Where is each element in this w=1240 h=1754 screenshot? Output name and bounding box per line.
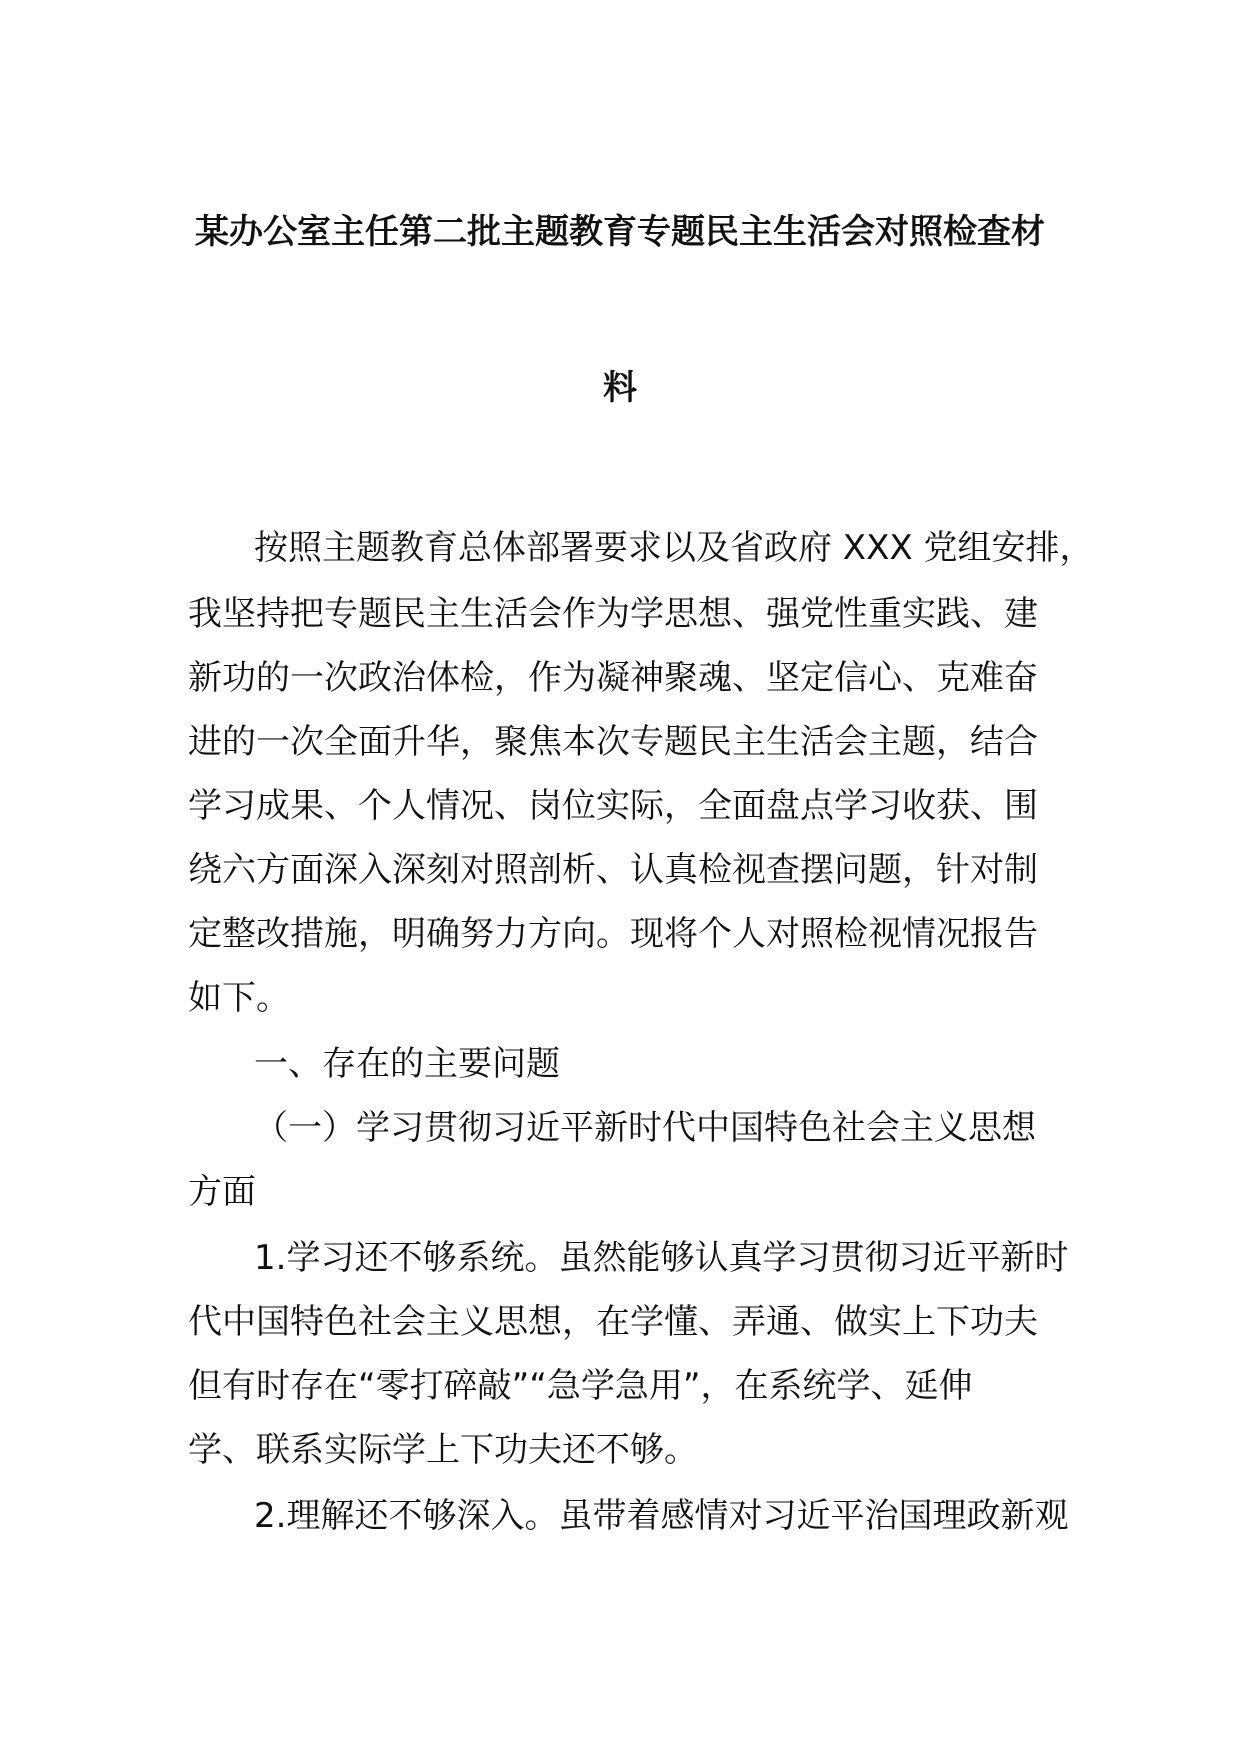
document-title-line-1: 某办公室主任第二批主题教育专题民主生活会对照检查材 <box>195 212 1045 252</box>
section-heading: 一、存在的主要问题 <box>254 1044 560 1084</box>
body-text-line: 如下。 <box>188 978 290 1018</box>
subsection-heading: （一）学习贯彻习近平新时代中国特色社会主义思想 <box>254 1108 1036 1148</box>
body-text-line: 代中国特色社会主义思想，在学懂、弄通、做实上下功夫 <box>188 1302 1038 1342</box>
body-text-line: 我坚持把专题民主生活会作为学思想、强党性重实践、建 <box>188 594 1038 634</box>
body-text-line: 定整改措施，明确努力方向。现将个人对照检视情况报告 <box>188 914 1038 954</box>
body-text-line: 新功的一次政治体检，作为凝神聚魂、坚定信心、克难奋 <box>188 658 1038 698</box>
body-text-line: 学、联系实际学上下功夫还不够。 <box>188 1430 698 1470</box>
body-text-line: 2.理解还不够深入。虽带着感情对习近平治国理政新观 <box>254 1496 1069 1536</box>
body-text-line: 绕六方面深入深刻对照剖析、认真检视查摆问题，针对制 <box>188 850 1038 890</box>
body-text-line: 学习成果、个人情况、岗位实际，全面盘点学习收获、围 <box>188 786 1038 826</box>
body-text-line: 进的一次全面升华，聚焦本次专题民主生活会主题，结合 <box>188 722 1038 762</box>
subsection-heading-continued: 方面 <box>188 1172 256 1212</box>
body-text-line: 但有时存在“零打碎敲”“急学急用”，在系统学、延伸 <box>188 1366 973 1406</box>
body-text-line: 1.学习还不够系统。虽然能够认真学习贯彻习近平新时 <box>254 1238 1069 1278</box>
body-text-line: 按照主题教育总体部署要求以及省政府 XXX 党组安排， <box>254 528 1094 568</box>
document-title-line-2: 料 <box>603 368 637 408</box>
